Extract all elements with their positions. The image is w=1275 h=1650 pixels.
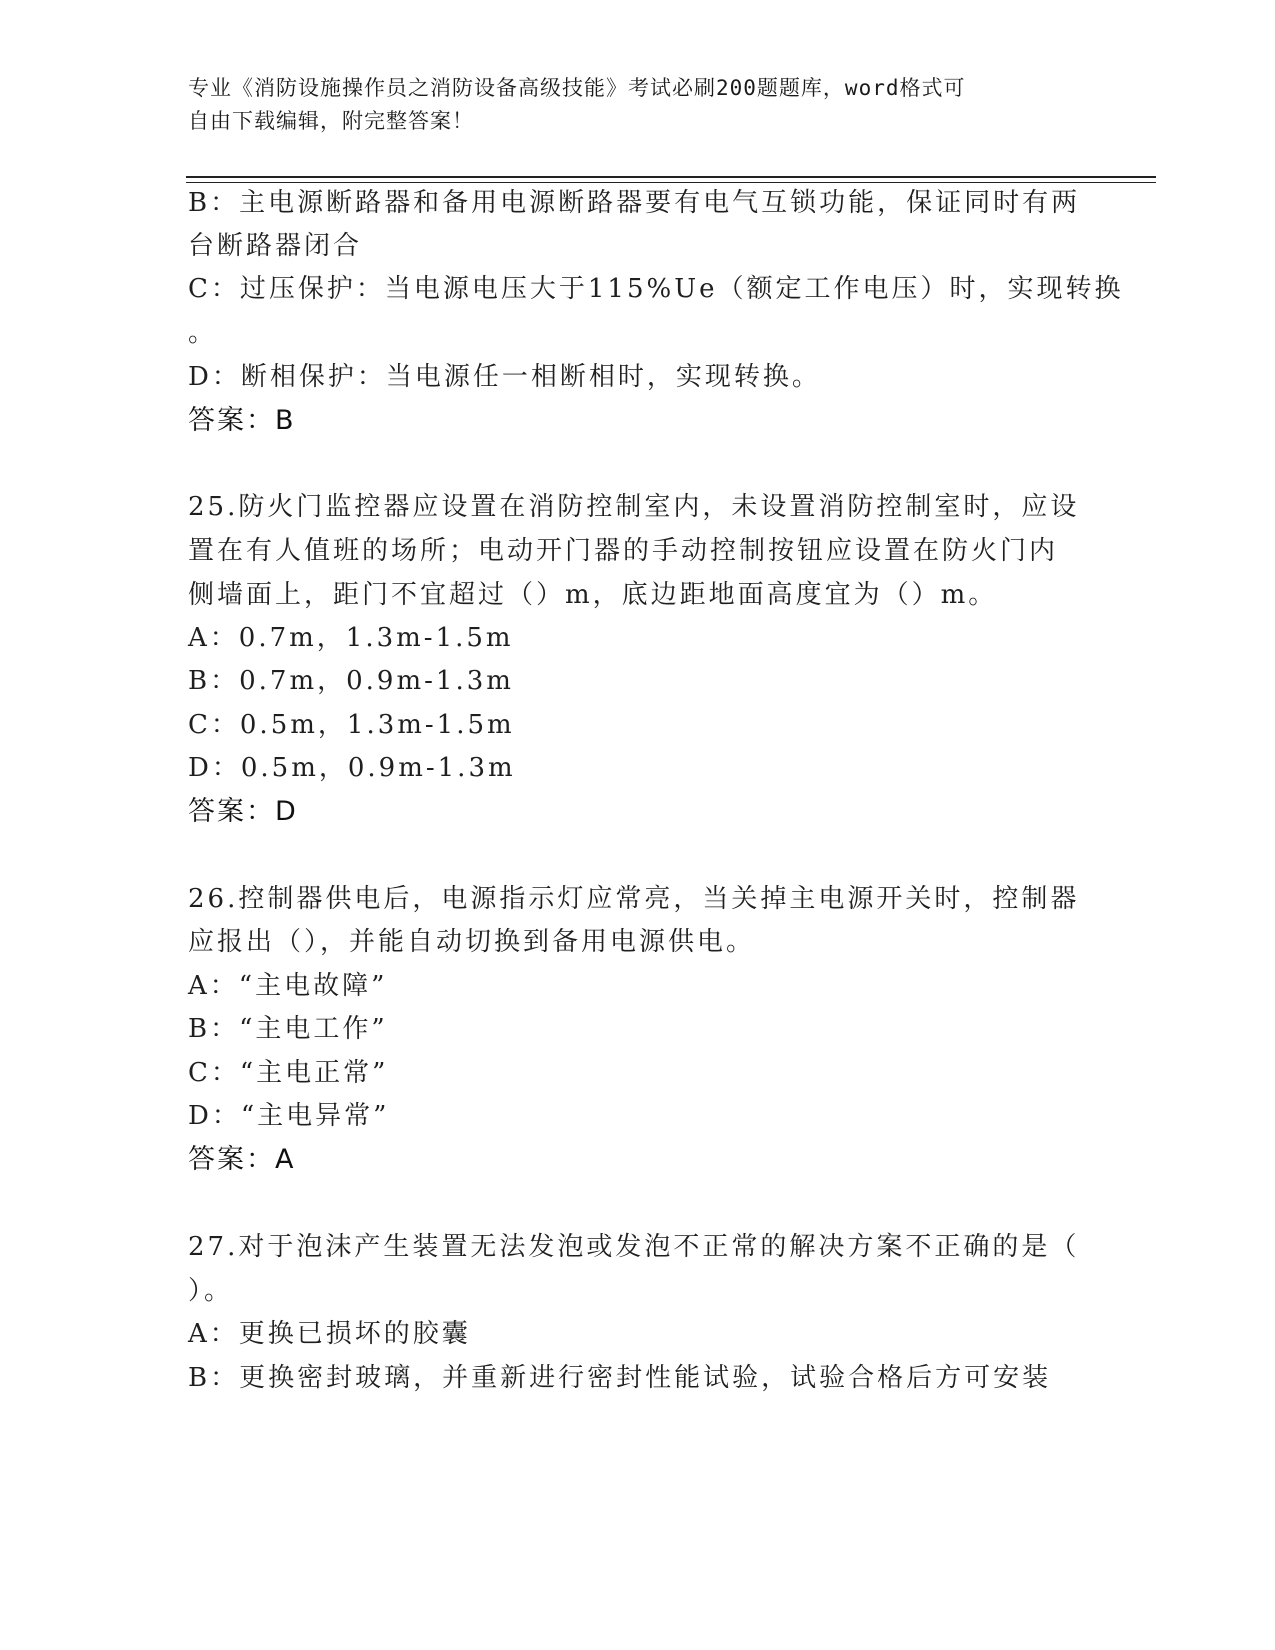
q25-question-line-1: 25.防火门监控器应设置在消防控制室内，未设置消防控制室时，应设	[188, 492, 1080, 522]
q27-question-line-2: ）。	[188, 1276, 234, 1306]
q27-option-b: B：更换密封玻璃，并重新进行密封性能试验，试验合格后方可安装	[188, 1363, 1052, 1393]
q26-question-line-2: 应报出（），并能自动切换到备用电源供电。	[188, 927, 756, 957]
q25-option-d: D：0.5m，0.9m-1.3m	[188, 753, 516, 783]
q25-option-b: B：0.7m，0.9m-1.3m	[188, 666, 514, 696]
q24-option-b-line-2: 台断路器闭合	[188, 231, 363, 261]
q24-option-c-line-2: 。	[188, 318, 218, 348]
q26-option-c: C：“主电正常”	[188, 1058, 389, 1088]
header-divider-thin	[186, 182, 1156, 183]
q26-option-b: B：“主电工作”	[188, 1014, 388, 1044]
q24-option-c-line-1: C：过压保护：当电源电压大于115%Ue（额定工作电压）时，实现转换	[188, 274, 1124, 304]
q25-answer: 答案：D	[188, 796, 298, 827]
q24-option-b-line-1: B：主电源断路器和备用电源断路器要有电气互锁功能，保证同时有两	[188, 188, 1081, 218]
q25-question-line-3: 侧墙面上，距门不宜超过（）m，底边距地面高度宜为（）m。	[188, 580, 998, 610]
q24-answer: 答案：B	[188, 405, 296, 436]
q26-question-line-1: 26.控制器供电后，电源指示灯应常亮，当关掉主电源开关时，控制器	[188, 884, 1080, 914]
q26-option-d: D：“主电异常”	[188, 1101, 390, 1131]
q25-question-line-2: 置在有人值班的场所；电动开门器的手动控制按钮应设置在防火门内	[188, 536, 1059, 566]
q26-answer: 答案：A	[188, 1144, 296, 1175]
q25-option-a: A：0.7m，1.3m-1.5m	[188, 623, 514, 653]
page-header	[188, 72, 1088, 138]
header-title-line-1: 专业《消防设施操作员之消防设备高级技能》考试必刷200题题库，word格式可	[188, 76, 966, 100]
q27-option-a: A：更换已损坏的胶囊	[188, 1319, 471, 1349]
q24-option-d: D：断相保护：当电源任一相断相时，实现转换。	[188, 362, 821, 392]
q27-question-line-1: 27.对于泡沫产生装置无法发泡或发泡不正常的解决方案不正确的是（	[188, 1232, 1080, 1262]
q25-option-c: C：0.5m，1.3m-1.5m	[188, 710, 515, 740]
header-title-line-2: 自由下载编辑，附完整答案！	[188, 109, 474, 133]
q26-option-a: A：“主电故障”	[188, 971, 388, 1001]
header-divider-thick	[186, 176, 1156, 178]
